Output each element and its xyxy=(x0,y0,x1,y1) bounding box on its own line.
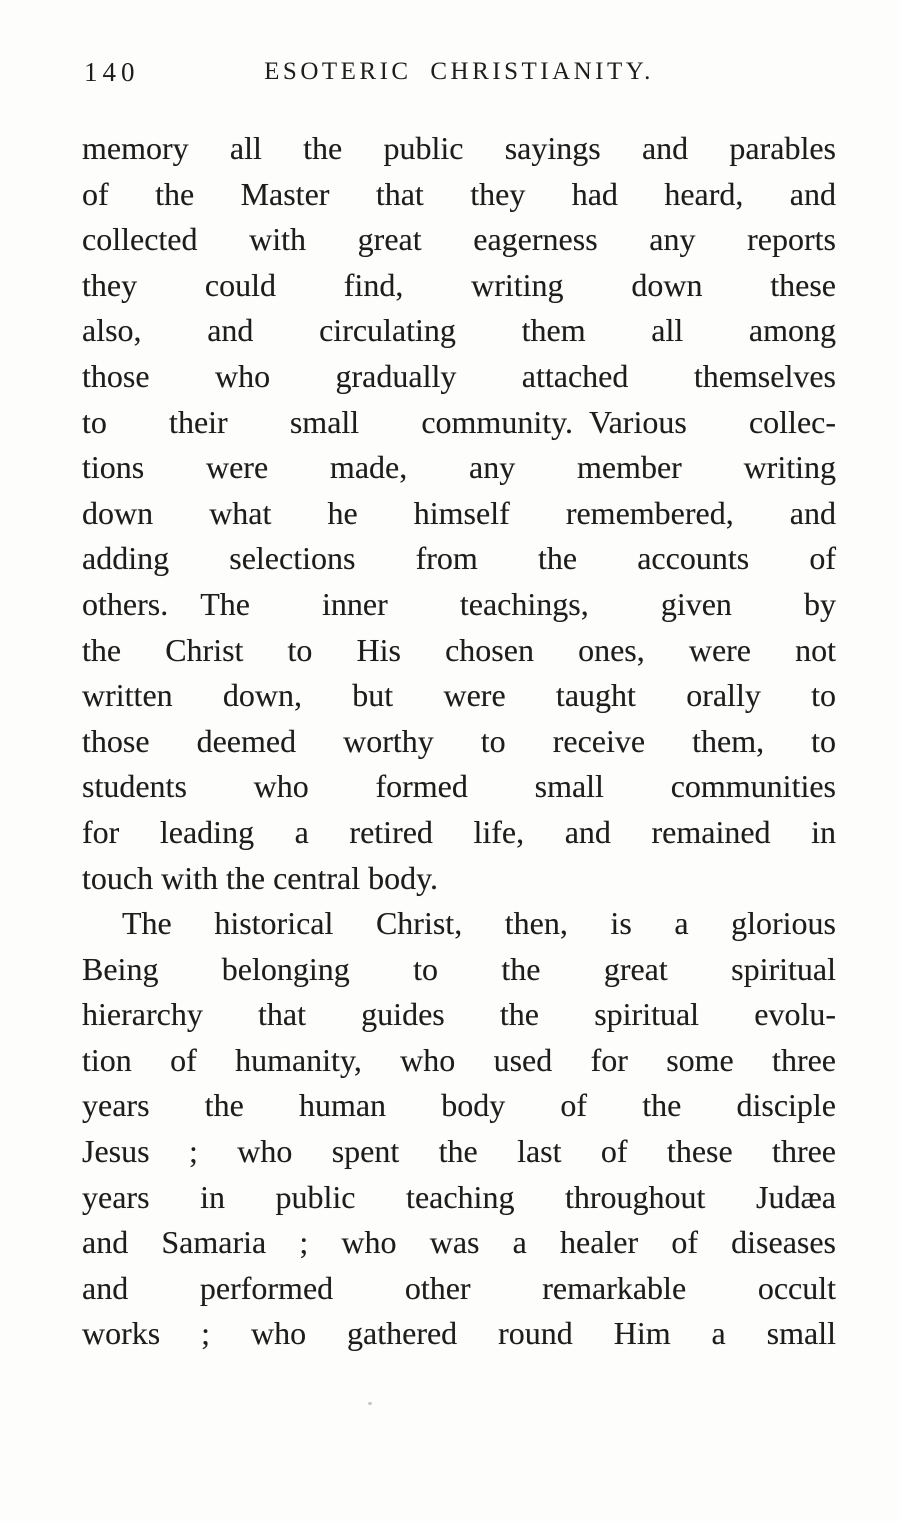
text-line: those who gradually attached themselves xyxy=(82,357,836,394)
text-line: memory all the public sayings and parables xyxy=(82,130,836,166)
running-header xyxy=(82,54,836,90)
text-line: and Samaria ; who was a healer of diseases xyxy=(82,1224,836,1261)
text-line: tion of humanity, who used for some three xyxy=(82,1041,836,1078)
page-number: 140 xyxy=(84,57,140,87)
text-line: for leading a retired life, and remained in xyxy=(82,813,836,850)
text-line: hierarchy that guides the spiritual evolu- xyxy=(82,996,836,1033)
text-line: collected with great eagerness any reports xyxy=(82,221,836,258)
text-line: works ; who gathered round Him a small xyxy=(82,1315,836,1352)
text-line: and performed other remarkable occult xyxy=(82,1269,836,1306)
text-line: to their small community. Various collec- xyxy=(82,403,836,440)
text-line: down what he himself remembered, and xyxy=(82,494,836,531)
text-line: tions were made, any member writing xyxy=(82,449,836,486)
text-line: Jesus ; who spent the last of these three xyxy=(82,1133,836,1170)
text-line: of the Master that they had heard, and xyxy=(82,175,836,212)
body-text xyxy=(82,126,836,1357)
text-line: years the human body of the disciple xyxy=(82,1087,836,1124)
paragraph-historical-christ xyxy=(82,901,836,1357)
text-line: they could find, writing down these xyxy=(82,266,836,303)
text-line: students who formed small communities xyxy=(82,768,836,805)
text-line: adding selections from the accounts of xyxy=(82,540,836,577)
text-line: touch with the central body. xyxy=(82,859,439,896)
running-title: ESOTERIC CHRISTIANITY. xyxy=(264,58,654,85)
text-line: also, and circulating them all among xyxy=(82,312,836,349)
text-line: written down, but were taught orally to xyxy=(82,677,836,714)
text-line: those deemed worthy to receive them, to xyxy=(82,722,836,759)
text-line: years in public teaching throughout Judæa xyxy=(82,1178,836,1215)
text-line: others. The inner teachings, given by xyxy=(82,585,836,622)
text-line: the Christ to His chosen ones, were not xyxy=(82,631,836,668)
text-line: The historical Christ, then, is a glorious xyxy=(122,905,836,942)
scan-speck xyxy=(368,1402,372,1405)
paragraph-continuation xyxy=(82,126,836,901)
text-line: Being belonging to the great spiritual xyxy=(82,950,836,987)
